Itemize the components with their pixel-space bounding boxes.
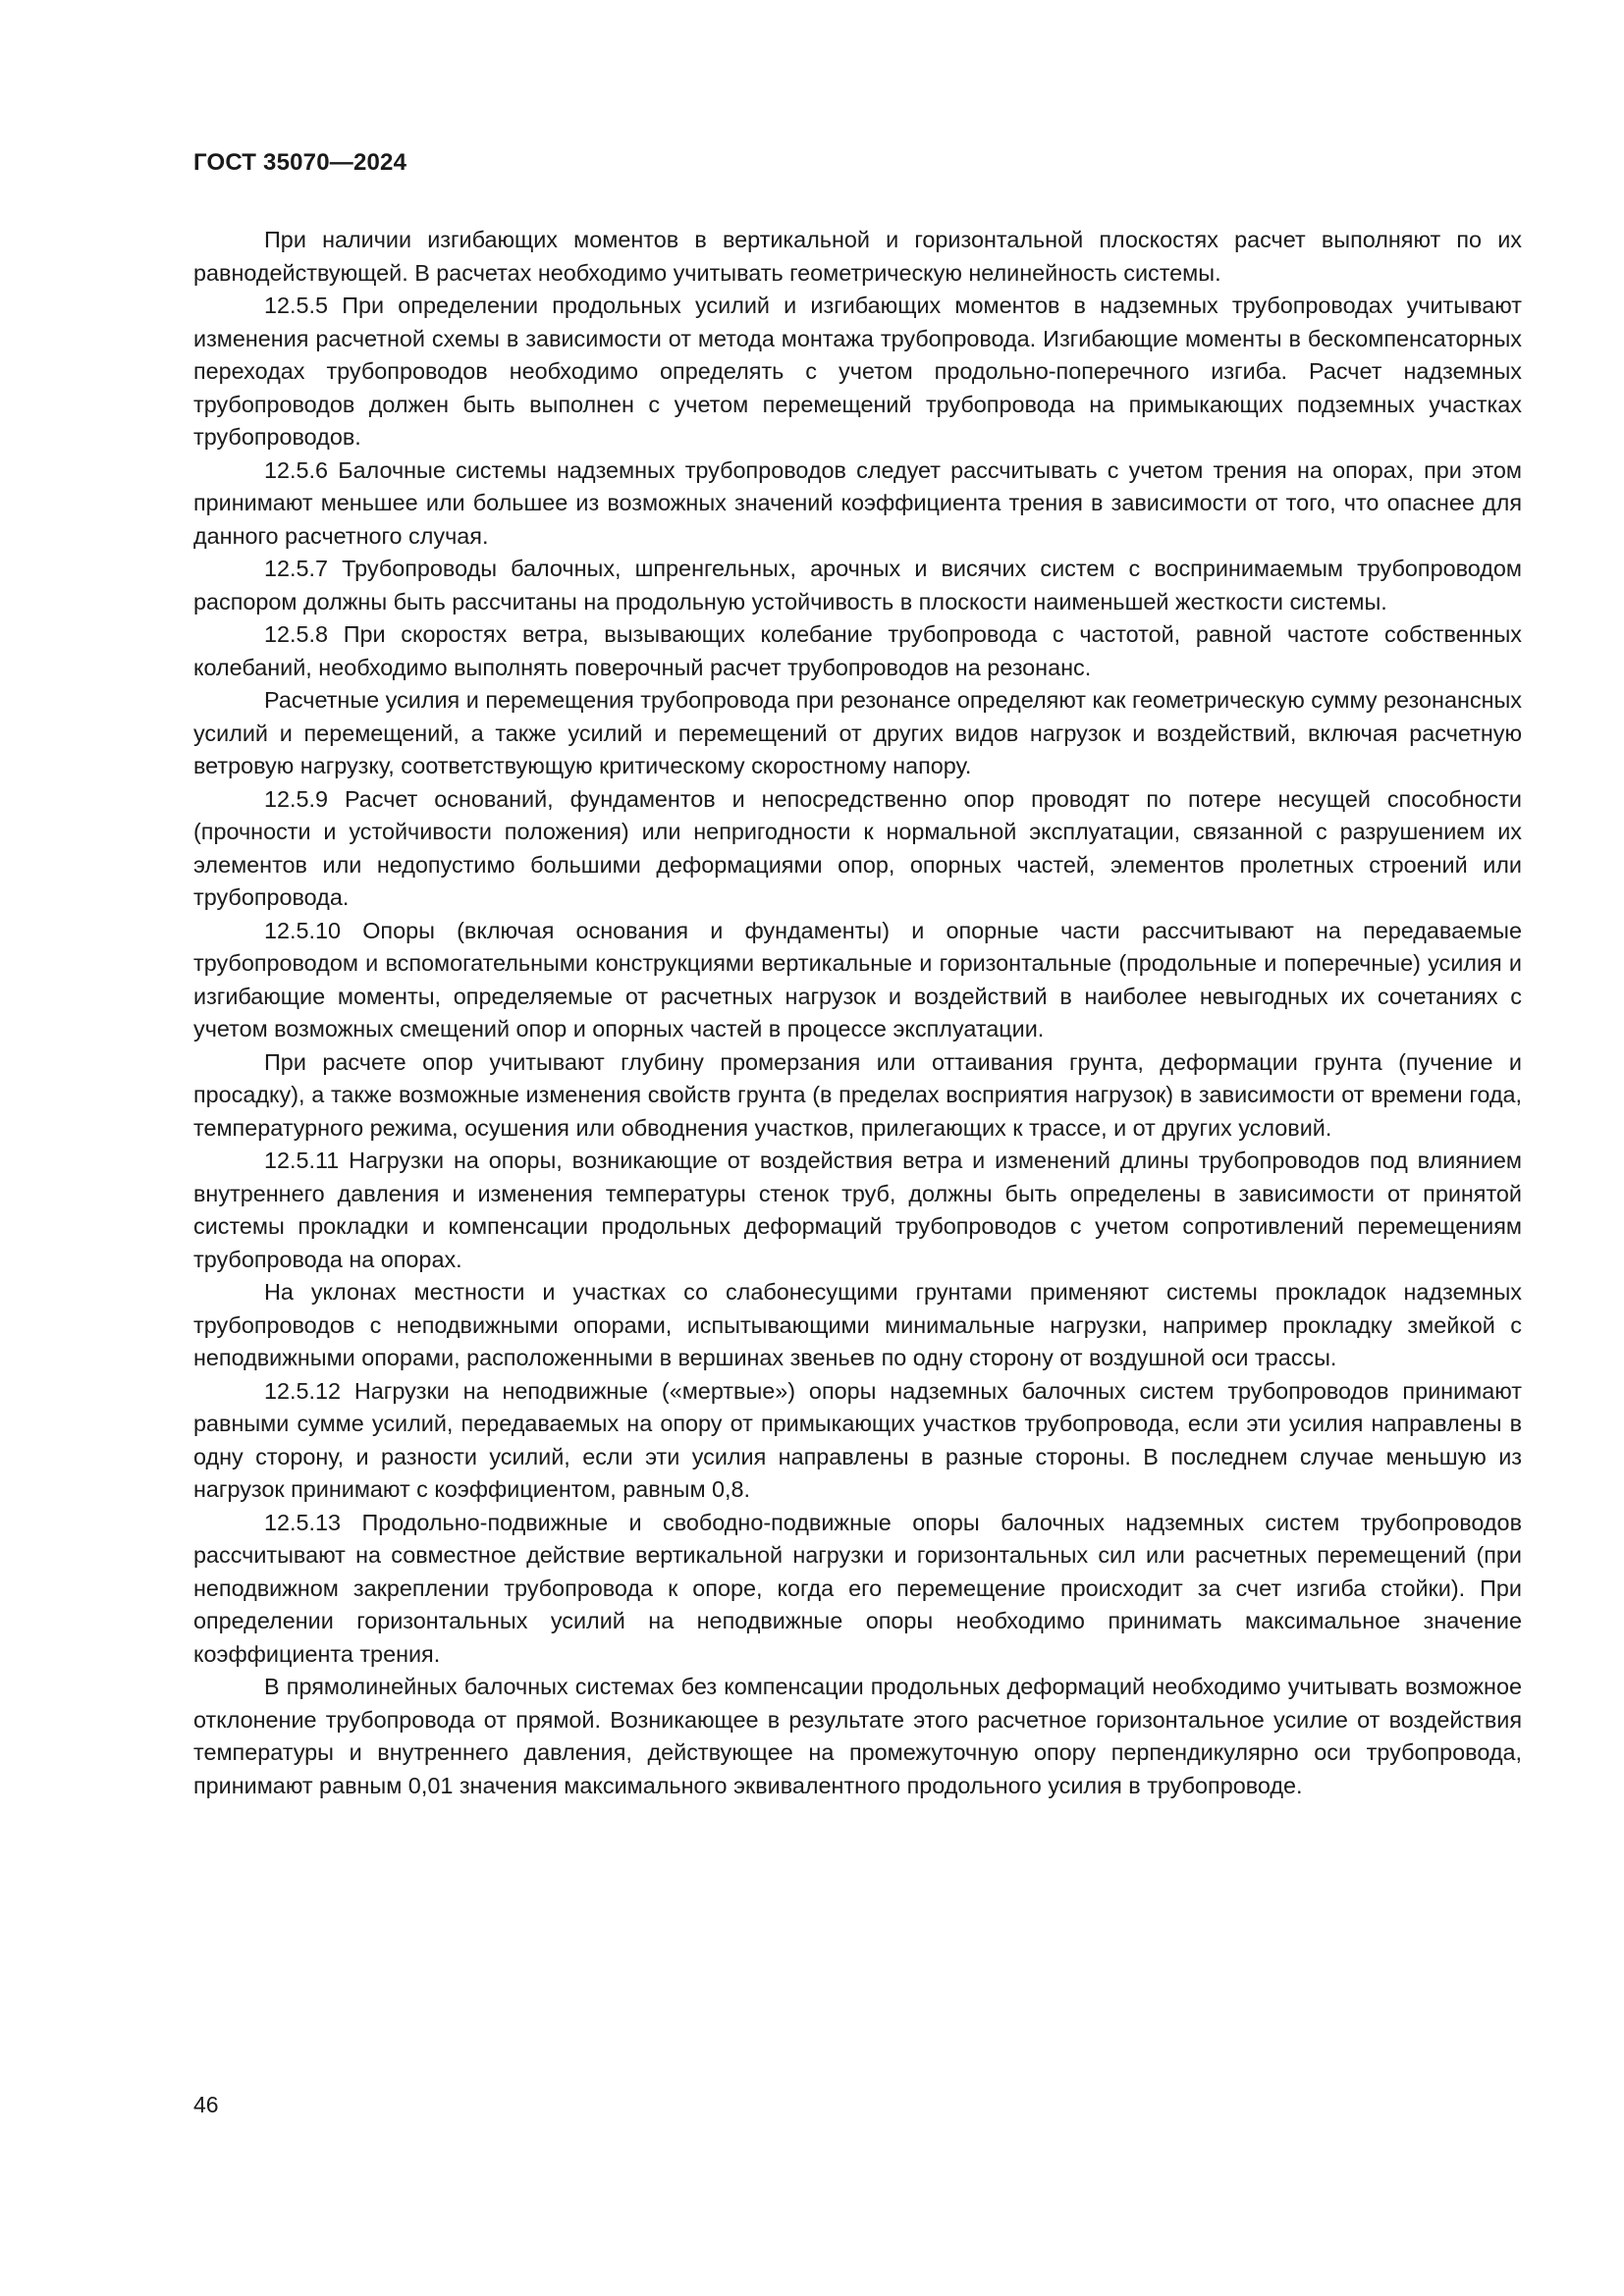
paragraph: В прямолинейных балочных системах без компенсации продольных деформаций необходимо учитывать возможное отклонение трубопровода от прямой. Возникающее в результате этого расчетное горизонтальное усилие от воздействия температуры и внутреннего давления, действующее на промежуточную опору перпендикулярно оси трубопровода, принимают равным 0,01 значения максимального эквивалентного продольного усилия в трубопроводе. bbox=[193, 1674, 1522, 1798]
paragraph: При расчете опор учитывают глубину промерзания или оттаивания грунта, деформации грунта (пучение и просадку), а также возможные изменения свойств грунта (в пределах восприятия нагрузок) в зависимости от времени года, температурного режима, осушения или обводнения участков, прилегающих к трассе, и от других условий. bbox=[193, 1048, 1522, 1141]
paragraph-12-5-9: 12.5.9 Расчет оснований, фундаментов и непосредственно опор проводят по потере несущей способности (прочности и устойчивости положения) или непригодности к нормальной эксплуатации, связанной с разрушением их элементов или недопустимо большими деформациями опор, опорных частей, элементов пролетных строений или трубопровода. bbox=[193, 785, 1522, 910]
paragraph: При наличии изгибающих моментов в вертикальной и горизонтальной плоскостях расчет выполняют по их равнодействующей. В расчетах необходимо учитывать геометрическую нелинейность системы. bbox=[193, 227, 1522, 286]
paragraph: Расчетные усилия и перемещения трубопровода при резонансе определяют как геометрическую сумму резонансных усилий и перемещений, а также усилий и перемещений от других видов нагрузок и воздействий, включая расчетную ветровую нагрузку, соответствующую критическому скоростному напору. bbox=[193, 687, 1522, 778]
body-text bbox=[193, 224, 1522, 1802]
page-number: 46 bbox=[193, 2092, 219, 2117]
paragraph-12-5-5: 12.5.5 При определении продольных усилий и изгибающих моментов в надземных трубопроводах учитывают изменения расчетной схемы в зависимости от метода монтажа трубопровода. Изгибающие моменты в бескомпенсаторных переходах трубопроводов необходимо определять с учетом продольно-поперечного изгиба. Расчет надземных трубопроводов должен быть выполнен с учетом перемещений трубопровода на примыкающих подземных участках трубопроводов. bbox=[193, 293, 1522, 450]
paragraph-12-5-10: 12.5.10 Опоры (включая основания и фундаменты) и опорные части рассчитывают на передаваемые трубопроводом и вспомогательными конструкциями вертикальные и горизонтальные (продольные и поперечные) усилия и изгибающие моменты, определяемые от расчетных нагрузок и воздействий в наиболее невыгодных их сочетаниях с учетом возможных смещений опор и опорных частей в процессе эксплуатации. bbox=[193, 917, 1522, 1041]
paragraph-12-5-7: 12.5.7 Трубопроводы балочных, шпренгельных, арочных и висячих систем с воспринимаемым трубопроводом распором должны быть рассчитаны на продольную устойчивость в плоскости наименьшей жесткости системы. bbox=[193, 556, 1522, 614]
paragraph-12-5-6: 12.5.6 Балочные системы надземных трубопроводов следует рассчитывать с учетом трения на опорах, при этом принимают меньшее или большее из возможных значений коэффициента трения в зависимости от того, что опаснее для данного расчетного случая. bbox=[193, 456, 1522, 549]
paragraph: На уклонах местности и участках со слабонесущими грунтами применяют системы прокладок надземных трубопроводов с неподвижными опорами, испытывающими минимальные нагрузки, например прокладку змейкой с неподвижными опорами, расположенными в вершинах звеньев по одну сторону от воздушной оси трассы. bbox=[193, 1279, 1522, 1370]
paragraph-12-5-8: 12.5.8 При скоростях ветра, вызывающих колебание трубопровода с частотой, равной частоте собственных колебаний, необходимо выполнять поверочный расчет трубопроводов на резонанс. bbox=[193, 621, 1522, 680]
paragraph-12-5-13: 12.5.13 Продольно-подвижные и свободно-подвижные опоры балочных надземных систем трубопроводов рассчитывают на совместное действие вертикальной нагрузки и горизонтальных сил или расчетных перемещений (при неподвижном закреплении трубопровода к опоре, когда его перемещение происходит за счет изгиба стойки). При определении горизонтальных усилий на неподвижные опоры необходимо принимать максимальное значение коэффициента трения. bbox=[193, 1509, 1522, 1667]
paragraph-12-5-12: 12.5.12 Нагрузки на неподвижные («мертвые») опоры надземных балочных систем трубопроводов принимают равными сумме усилий, передаваемых на опору от примыкающих участков трубопровода, если эти усилия направлены в одну сторону, и разности усилий, если эти усилия направлены в разные стороны. В последнем случае меньшую из нагрузок принимают с коэффициентом, равным 0,8. bbox=[193, 1377, 1522, 1502]
paragraph-12-5-11: 12.5.11 Нагрузки на опоры, возникающие от воздействия ветра и изменений длины трубопроводов под влиянием внутреннего давления и изменения температуры стенок труб, должны быть определены в зависимости от принятой системы прокладки и компенсации продольных деформаций трубопроводов с учетом сопротивлений перемещениям трубопровода на опорах. bbox=[193, 1148, 1522, 1272]
document-header: ГОСТ 35070—2024 bbox=[193, 149, 407, 176]
